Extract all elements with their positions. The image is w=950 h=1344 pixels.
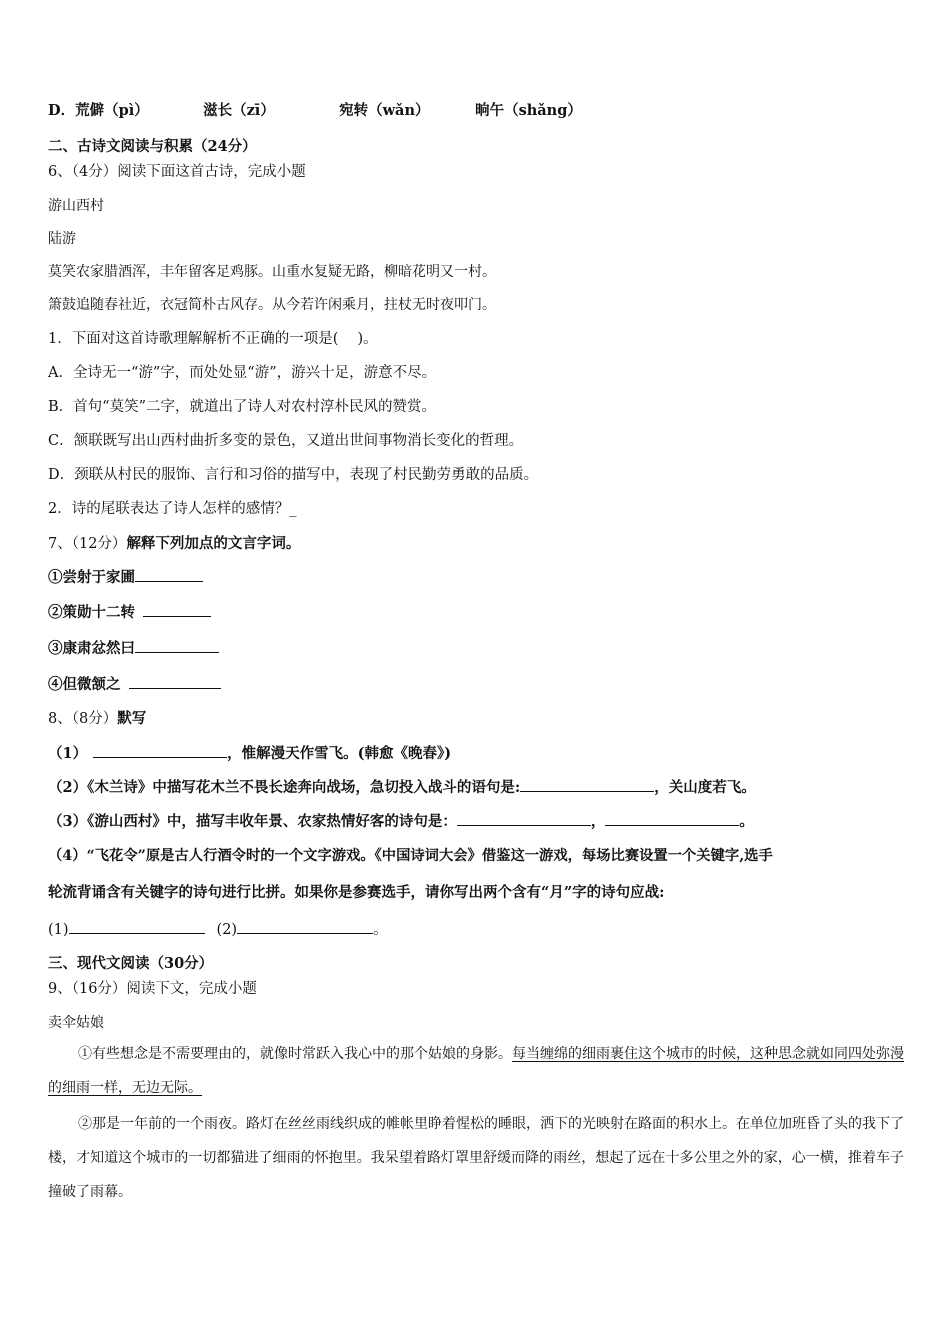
- q8-line-3: （3）《游山西村》中，描写丰收年景、农家热情好客的诗句是： ， 。: [48, 813, 754, 830]
- q8-line-4b: 轮流背诵含有关键字的诗句进行比拼。如果你是参赛选手，请你写出两个含有“月”字的诗句应战:: [48, 884, 665, 901]
- q8-line-4a: （4）“飞花令”原是古人行酒令时的一个文字游戏。《中国诗词大会》借鉴这一游戏，每场比赛设置一个关键字,选手: [48, 848, 773, 864]
- q8-header: [48, 709, 146, 729]
- article-title: 卖伞姑娘: [48, 1015, 104, 1031]
- option-d-label: D．: [48, 102, 76, 119]
- answer-blank[interactable]: [605, 811, 739, 826]
- answer-blank[interactable]: [129, 674, 221, 689]
- q6-header: 6、（4分）阅读下面这首古诗，完成小题: [48, 164, 306, 180]
- poem-line-2: 箫鼓追随春社近，衣冠简朴古风存。从今若许闲乘月，拄杖无时夜叩门。: [48, 297, 496, 313]
- q6-sub2: 2．诗的尾联表达了诗人怎样的感情？_: [48, 501, 297, 517]
- option-d-item-1: 荒僻（pì）: [75, 102, 149, 119]
- poem-title: 游山西村: [48, 198, 104, 214]
- p1-underlined-sentence: 每当缠绵的细雨裹住这个城市的时候，这种思念就如同四处弥漫的细雨一样，无边无际。: [48, 1046, 904, 1096]
- answer-blank[interactable]: [237, 919, 373, 934]
- answer-blank[interactable]: [143, 602, 211, 617]
- section3-title: 三、现代文阅读（30分）: [48, 955, 214, 972]
- answer-blank[interactable]: [135, 567, 203, 582]
- p1-text: ①有些想念是不需要理由的，就像时常跃入我心中的那个姑娘的身影。: [78, 1046, 512, 1062]
- q7-header: [48, 534, 300, 554]
- q8-line-2: （2）《木兰诗》中描写花木兰不畏长途奔向战场，急切投入战斗的语句是: ，关山度若飞。: [48, 779, 756, 796]
- q7-item-2: ②策勋十二转: [48, 602, 211, 623]
- q6-sub1: 1．下面对这首诗歌理解解析不正确的一项是( )。: [48, 331, 378, 347]
- answer-blank[interactable]: [69, 919, 205, 934]
- q7-item-3: ③康肃忿然曰: [48, 638, 219, 659]
- q5-option-d: [48, 101, 582, 121]
- q6-option-d: D．颈联从村民的服饰、言行和习俗的描写中，表现了村民勤劳勇敢的品质。: [48, 467, 539, 483]
- q8-prefix: 8、（8分）: [48, 711, 118, 727]
- q8-title: 默写: [117, 710, 147, 727]
- q7-prefix: 7、（12分）: [48, 536, 127, 552]
- q7-item-1: ①尝射于家圃: [48, 567, 203, 588]
- q8-line-5: (1) (2) 。: [48, 919, 388, 940]
- article-paragraph-2: ②那是一年前的一个雨夜。路灯在丝丝雨线织成的帷帐里睁着惺松的睡眼，洒下的光映射在路面的积水上。在单位加班昏了头的我下了楼，才知道这个城市的一切都猫进了细雨的怀抱里。我呆望着路灯罩里舒缓而降的雨丝，想起了远在十多公里之外的家，心一横，推着车子撞破了雨幕。: [48, 1116, 904, 1200]
- poem-author: 陆游: [48, 231, 76, 247]
- q6-option-a: A．全诗无一“游”字，而处处显“游”，游兴十足，游意不尽。: [48, 365, 437, 381]
- section2-title: 二、古诗文阅读与积累（24分）: [48, 138, 257, 155]
- q8-line-1: （1） ，惟解漫天作雪飞。(韩愈《晚春》): [48, 745, 452, 762]
- answer-blank[interactable]: [520, 777, 654, 792]
- answer-blank[interactable]: [457, 811, 591, 826]
- answer-blank[interactable]: [93, 743, 227, 758]
- option-d-item-4: 晌午（shǎng）: [475, 102, 582, 119]
- q9-header: 9、（16分）阅读下文，完成小题: [48, 981, 257, 997]
- option-d-item-3: 宛转（wǎn）: [339, 102, 430, 119]
- article-paragraph-1: [48, 1037, 904, 1105]
- poem-line-1: 莫笑农家腊酒浑，丰年留客足鸡豚。山重水复疑无路，柳暗花明又一村。: [48, 264, 496, 280]
- option-d-item-2: 滋长（zī）: [203, 102, 275, 119]
- q6-option-c: C．颔联既写出山西村曲折多变的景色，又道出世间事物消长变化的哲理。: [48, 433, 524, 449]
- q7-title: 解释下列加点的文言字词。: [126, 535, 301, 552]
- q6-option-b: B．首句“莫笑”二字，就道出了诗人对农村淳朴民风的赞赏。: [48, 399, 436, 415]
- q7-item-4: ④但微颔之: [48, 674, 221, 695]
- answer-blank[interactable]: [135, 638, 219, 653]
